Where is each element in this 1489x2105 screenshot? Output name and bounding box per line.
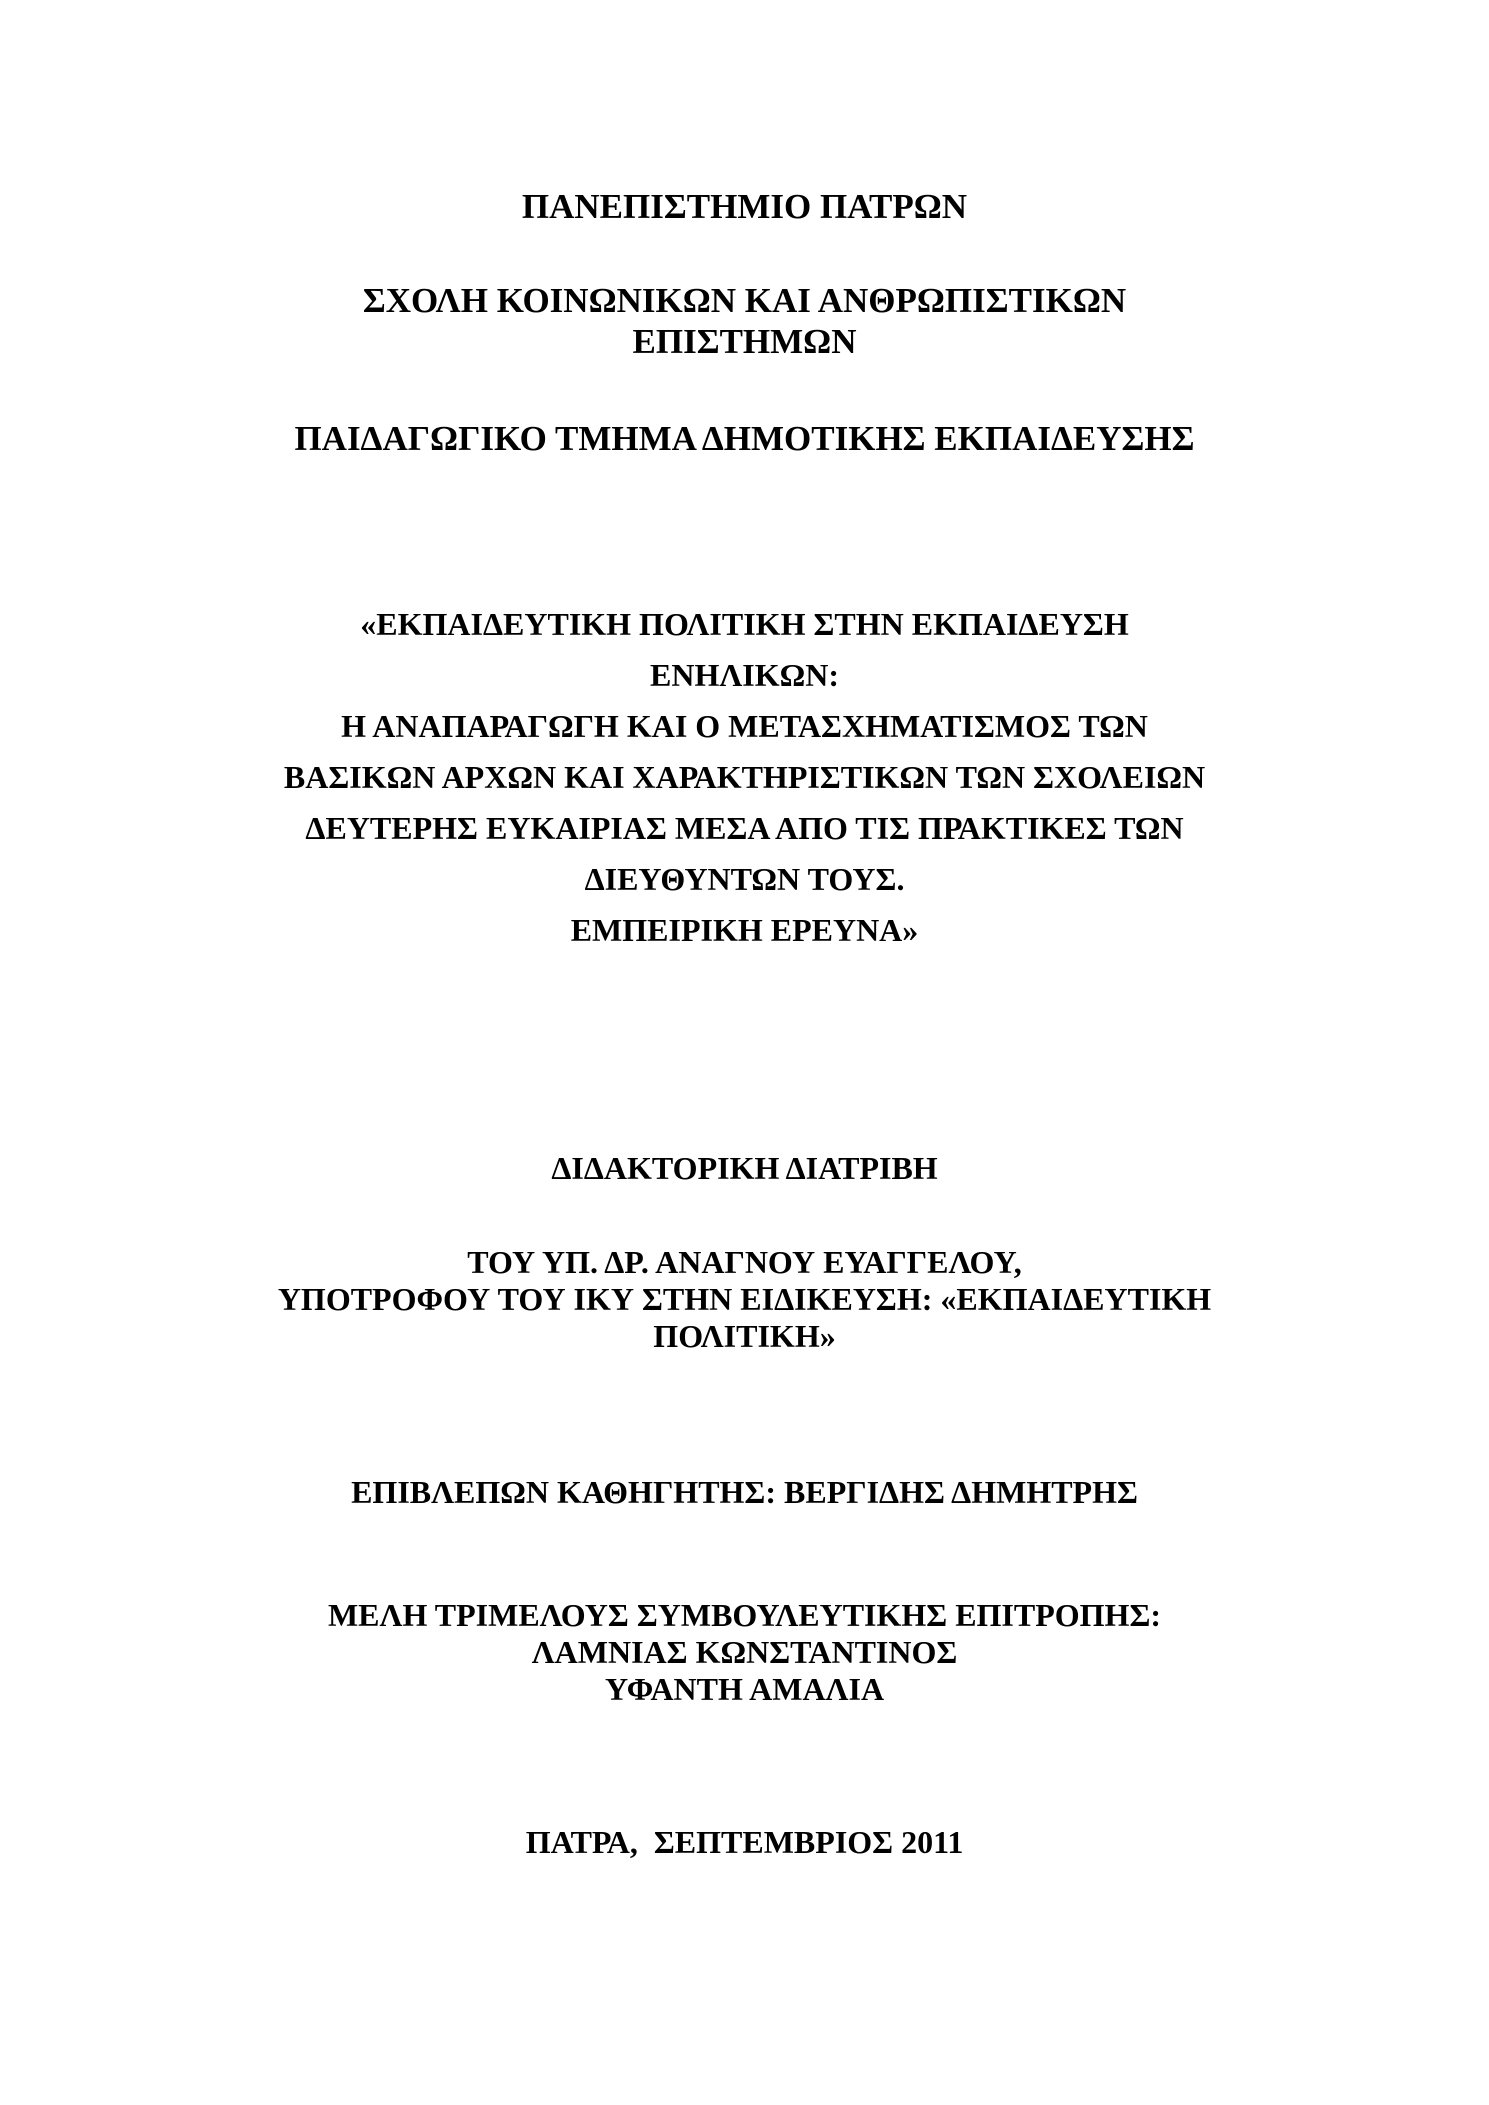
title-line: «ΕΚΠΑΙΔΕΥΤΙΚΗ ΠΟΛΙΤΙΚΗ ΣΤΗΝ ΕΚΠΑΙΔΕΥΣΗ: [360, 606, 1129, 642]
thesis-title: [0, 599, 1489, 956]
title-line: Η ΑΝΑΠΑΡΑΓΩΓΗ ΚΑΙ Ο ΜΕΤΑΣΧΗΜΑΤΙΣΜΟΣ ΤΩΝ: [341, 708, 1148, 744]
title-line: ΕΜΠΕΙΡΙΚΗ ΕΡΕΥΝΑ»: [570, 912, 919, 948]
committee-member: ΛΑΜΝΙΑΣ ΚΩΝΣΤΑΝΤΙΝΟΣ: [531, 1634, 958, 1670]
supervisor-block: [0, 1474, 1489, 1511]
author-block: [0, 1244, 1489, 1355]
university-heading: [0, 186, 1489, 227]
supervisor-line: ΕΠΙΒΛΕΠΩΝ ΚΑΘΗΓΗΤΗΣ: ΒΕΡΓΙΔΗΣ ΔΗΜΗΤΡΗΣ: [351, 1474, 1138, 1510]
university-name: ΠΑΝΕΠΙΣΤΗΜΙΟ ΠΑΤΡΩΝ: [521, 187, 968, 226]
thesis-type: [0, 1150, 1489, 1187]
place-date-block: [0, 1824, 1489, 1861]
department-name: ΠΑΙΔΑΓΩΓΙΚΟ ΤΜΗΜΑ ΔΗΜΟΤΙΚΗΣ ΕΚΠΑΙΔΕΥΣΗΣ: [294, 419, 1195, 458]
school-heading: [0, 280, 1489, 362]
author-line-2: ΥΠΟΤΡΟΦΟΥ ΤΟΥ ΙΚΥ ΣΤΗΝ ΕΙΔΙΚΕΥΣΗ: «ΕΚΠΑΙΔΕΥΤΙΚΗ: [277, 1281, 1212, 1317]
author-line-3: ΠΟΛΙΤΙΚΗ»: [653, 1318, 836, 1354]
title-line: ΔΕΥΤΕΡΗΣ ΕΥΚΑΙΡΙΑΣ ΜΕΣΑ ΑΠΟ ΤΙΣ ΠΡΑΚΤΙΚΕΣ ΤΩΝ: [305, 810, 1184, 846]
school-line-1: ΣΧΟΛΗ ΚΟΙΝΩΝΙΚΩΝ ΚΑΙ ΑΝΘΡΩΠΙΣΤΙΚΩΝ: [362, 281, 1127, 320]
title-line: ΒΑΣΙΚΩΝ ΑΡΧΩΝ ΚΑΙ ΧΑΡΑΚΤΗΡΙΣΤΙΚΩΝ ΤΩΝ ΣΧΟΛΕΙΩΝ: [283, 759, 1206, 795]
thesis-type-label: ΔΙΔΑΚΤΟΡΙΚΗ ΔΙΑΤΡΙΒΗ: [551, 1150, 938, 1186]
school-line-2: ΕΠΙΣΤΗΜΩΝ: [632, 322, 857, 361]
committee-member: ΥΦΑΝΤΗ ΑΜΑΛΙΑ: [604, 1671, 885, 1707]
place-date: ΠΑΤΡΑ, ΣΕΠΤΕΜΒΡΙΟΣ 2011: [525, 1824, 964, 1860]
department-heading: [0, 418, 1489, 459]
committee-block: [0, 1597, 1489, 1708]
committee-heading: ΜΕΛΗ ΤΡΙΜΕΛΟΥΣ ΣΥΜΒΟΥΛΕΥΤΙΚΗΣ ΕΠΙΤΡΟΠΗΣ:: [327, 1597, 1162, 1633]
author-line-1: ΤΟΥ ΥΠ. ΔΡ. ΑΝΑΓΝΟΥ ΕΥΑΓΓΕΛΟΥ,: [467, 1244, 1022, 1280]
title-line: ΔΙΕΥΘΥΝΤΩΝ ΤΟΥΣ.: [584, 861, 905, 897]
title-line: ΕΝΗΛΙΚΩΝ:: [649, 657, 839, 693]
